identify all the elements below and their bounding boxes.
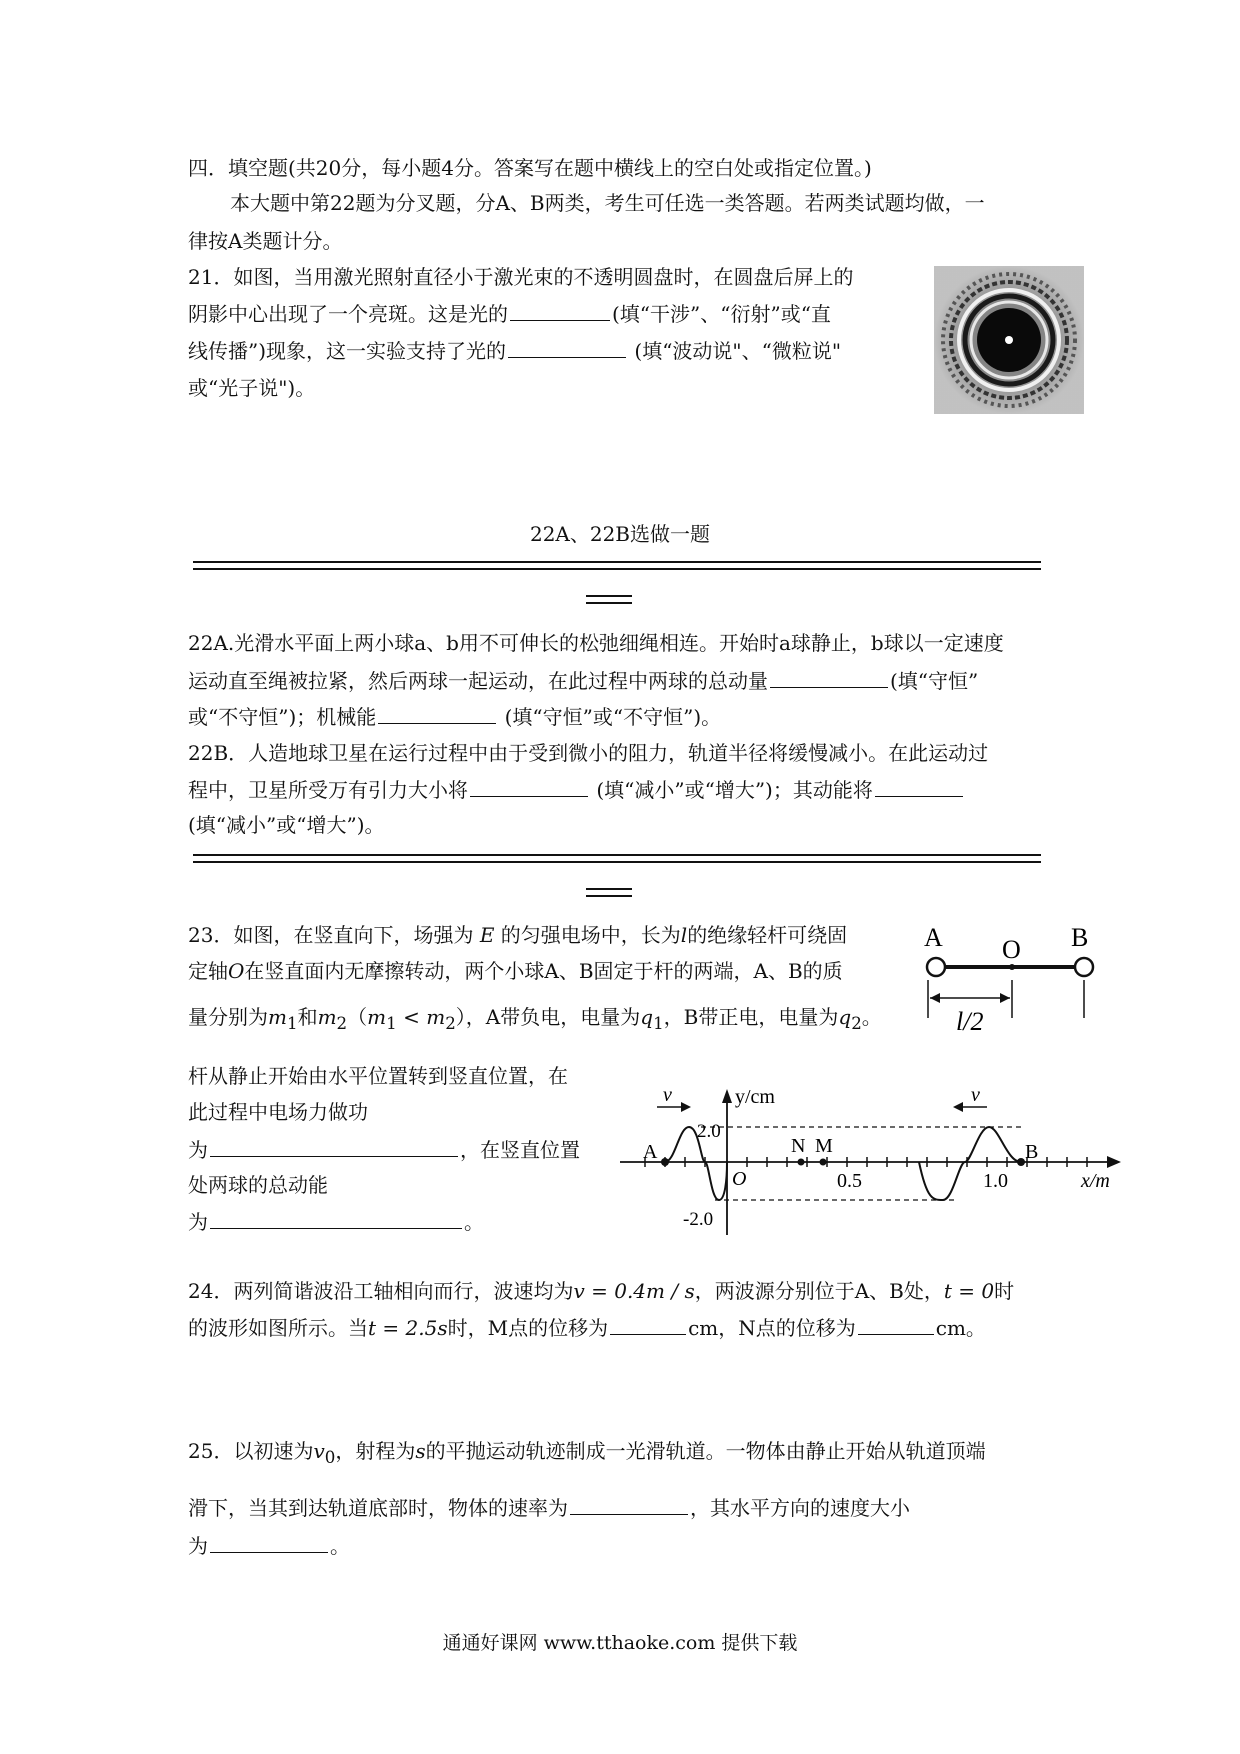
- q23-line6: [188, 1136, 580, 1163]
- q23-line7: 处两球的总动能: [188, 1173, 328, 1197]
- q25-line2-text2: ，其水平方向的速度大小: [690, 1496, 910, 1520]
- q25-blank-2[interactable]: [210, 1532, 328, 1553]
- wave-y-top: 2.0: [697, 1121, 721, 1142]
- q22a-blank-2[interactable]: [378, 703, 496, 724]
- wave-y-label: y/cm: [735, 1086, 775, 1108]
- section-note-line1: 本大题中第22题为分叉题，分A、B两类，考生可任选一类答题。若两类试题均做，一: [230, 191, 985, 215]
- rod-label-O: O: [1002, 935, 1021, 964]
- q21-line4: 或“光子说")。: [188, 376, 316, 400]
- wave-origin: O: [732, 1168, 747, 1190]
- rod-label-B: B: [1071, 923, 1089, 952]
- q21-line3-text: 线传播”)现象，这一实验支持了光的: [188, 339, 507, 363]
- var-q1: q: [640, 1005, 654, 1029]
- q23-line8-end: 。: [464, 1210, 484, 1234]
- q22b-line2-hint: (填“减小”或“增大”)；其动能将: [590, 778, 873, 802]
- q23-line2-text2: 在竖直面内无摩擦转动，两个小球A、B固定于杆的两端，A、B的质: [244, 959, 843, 983]
- q23-blank-1[interactable]: [210, 1136, 458, 1157]
- q24-time0: t = 0: [943, 1279, 995, 1303]
- q23-line2-text: 定轴: [188, 959, 228, 983]
- double-rule-2: [193, 854, 1041, 863]
- q24-line1-text2: ，两波源分别位于A、B处，: [694, 1279, 944, 1303]
- wave-label-N: N: [791, 1135, 806, 1157]
- q24-line2-text3: cm，N点的位移为: [688, 1316, 856, 1340]
- rod-figure: [918, 922, 1108, 1037]
- q21-blank-2[interactable]: [508, 337, 626, 358]
- section-note-line2: 律按A类题计分。: [188, 229, 343, 253]
- wave-tick-05: 0.5: [837, 1170, 862, 1192]
- q22a-blank-1[interactable]: [770, 667, 888, 688]
- wave-v-left: v: [663, 1085, 672, 1106]
- q22a-line2-hint: (填“守恒”: [890, 669, 979, 693]
- var-l: l: [680, 923, 688, 947]
- wave-label-M: M: [815, 1135, 833, 1157]
- q25-line3-text: 为: [188, 1534, 208, 1558]
- var-O: O: [228, 959, 245, 983]
- q25-blank-1[interactable]: [570, 1494, 688, 1515]
- q24-line1: [188, 1278, 1014, 1304]
- q23-line3-end: 。: [861, 1005, 882, 1029]
- q22b-line3: (填“减小”或“增大”)。: [188, 813, 385, 837]
- var-v0: v: [313, 1439, 325, 1463]
- q22a-line2: [188, 667, 978, 694]
- q21-line2: [188, 300, 831, 327]
- var-q2: q: [838, 1005, 852, 1029]
- wave-tick-10: 1.0: [983, 1170, 1008, 1192]
- choose-title: 22A、22B选做一题: [529, 522, 711, 546]
- q22b-line2: [188, 776, 965, 803]
- var-m2: m: [317, 1005, 337, 1029]
- q22b-blank-2[interactable]: [875, 776, 963, 797]
- q21-blank-1[interactable]: [510, 300, 610, 321]
- section-heading: 四．填空题(共20分，每小题4分。答案写在题中横线上的空白处或指定位置。): [188, 156, 872, 180]
- q23-line2: [188, 958, 843, 984]
- double-rule: [193, 561, 1041, 570]
- q25-line1-text3: 的平抛运动轨迹制成一光滑轨道。一物体由静止开始从轨道顶端: [425, 1439, 986, 1463]
- q24-line2-text: 的波形如图所示。当: [188, 1316, 368, 1340]
- q23-line6-text: 为: [188, 1138, 208, 1162]
- q23-line3: 量分别为$m_1$和$m_2(m_1 < m_2)$，A带负电，电量为$q_1$，B带正电，电量为$q_2$。: [188, 1005, 882, 1033]
- var-s: s: [415, 1439, 426, 1463]
- q21-line1: 21．如图，当用激光照射直径小于激光束的不透明圆盘时，在圆盘后屏上的: [188, 265, 854, 289]
- wave-figure: [615, 1085, 1125, 1240]
- q22a-line3: [188, 703, 721, 730]
- q23-line8: [188, 1208, 484, 1235]
- diffraction-pattern-image: [934, 266, 1084, 414]
- q21-line3-hint: (填“波动说"、“微粒说": [628, 339, 842, 363]
- q22b-blank-1[interactable]: [470, 776, 588, 797]
- q21-line3: [188, 337, 841, 364]
- q22a-line3-hint: (填“守恒”或“不守恒”)。: [498, 705, 722, 729]
- q22b-line2-text: 程中，卫星所受万有引力大小将: [188, 778, 468, 802]
- q23-line1-text3: 的绝缘轻杆可绕固: [687, 923, 848, 947]
- q24-blank-1[interactable]: [610, 1314, 686, 1335]
- q23-line1: [188, 922, 847, 948]
- q24-blank-2[interactable]: [858, 1314, 934, 1335]
- wave-label-A: A: [643, 1141, 658, 1163]
- q24-time: t = 2.5s: [368, 1316, 448, 1340]
- rod-label-A: A: [924, 923, 943, 952]
- q22a-line2-text: 运动直至绳被拉紧，然后两球一起运动，在此过程中两球的总动量: [188, 669, 768, 693]
- q24-line2-end: cm。: [935, 1316, 986, 1340]
- q22a-line3-text: 或“不守恒”)；机械能: [188, 705, 377, 729]
- q23-line3-text4: ，B带正电，电量为: [663, 1005, 839, 1029]
- q25-line1: 25．以初速为$v_0$，射程为s的平抛运动轨迹制成一光滑轨道。一物体由静止开始从轨道顶端: [188, 1439, 986, 1467]
- q23-line8-text: 为: [188, 1210, 208, 1234]
- rod-label-half: l/2: [956, 1007, 984, 1036]
- q22a-line1: 22A.光滑水平面上两小球a、b用不可伸长的松弛细绳相连。开始时a球静止，b球以一定速度: [188, 631, 1004, 655]
- footer-credit: 通通好课网 www.tthaoke.com 提供下载: [442, 1632, 798, 1654]
- q23-line1-text2: 的匀强电场中，长为: [500, 923, 681, 947]
- q25-line1-text2: ，射程为: [335, 1439, 416, 1463]
- q24-line2-text2: 时，M点的位移为: [447, 1316, 609, 1340]
- q23-line6-text2: ，在竖直位置: [460, 1138, 580, 1162]
- q23-blank-2[interactable]: [210, 1208, 462, 1229]
- q25-line3: [188, 1532, 350, 1559]
- q24-line1-text3: 时: [994, 1279, 1015, 1303]
- q23-line1-text: 23．如图，在竖直向下，场强为: [188, 923, 474, 947]
- q21-line2-hint: (填“干涉”、“衍射”或“直: [612, 302, 831, 326]
- q24-line1-text: 24．两列简谐波沿工轴相向而行，波速均为: [188, 1279, 574, 1303]
- q25-line2-text: 滑下，当其到达轨道底部时，物体的速率为: [188, 1496, 568, 1520]
- wave-v-right: v: [971, 1085, 980, 1106]
- q25-line3-end: 。: [330, 1534, 350, 1558]
- var-m1: m: [268, 1005, 287, 1029]
- q25-line2: [188, 1494, 910, 1521]
- q23-line4: 杆从静止开始由水平位置转到竖直位置，在: [188, 1064, 568, 1088]
- q21-line2-text: 阴影中心出现了一个亮斑。这是光的: [188, 302, 508, 326]
- q23-line3-text3: ），A带负电，电量为: [455, 1005, 641, 1029]
- q24-velocity: v = 0.4m / s: [573, 1279, 695, 1303]
- short-double-rule-2: [586, 888, 632, 897]
- wave-label-B: B: [1025, 1141, 1039, 1163]
- q23-line3-paren: （: [347, 1005, 368, 1029]
- q25-line1-text: 25．以初速为: [188, 1439, 314, 1463]
- wave-x-label: x/m: [1081, 1170, 1110, 1192]
- wave-y-bottom: -2.0: [683, 1209, 714, 1230]
- short-double-rule: [586, 595, 632, 604]
- q23-line3-text2: 和: [297, 1005, 318, 1029]
- q22b-line1: 22B．人造地球卫星在运行过程中由于受到微小的阻力，轨道半径将缓慢减小。在此运动过: [188, 741, 989, 765]
- var-E: E: [479, 923, 495, 947]
- q24-line2: [188, 1314, 986, 1341]
- q23-line5: 此过程中电场力做功: [188, 1100, 368, 1124]
- q23-line3-text: 量分别为: [188, 1005, 268, 1029]
